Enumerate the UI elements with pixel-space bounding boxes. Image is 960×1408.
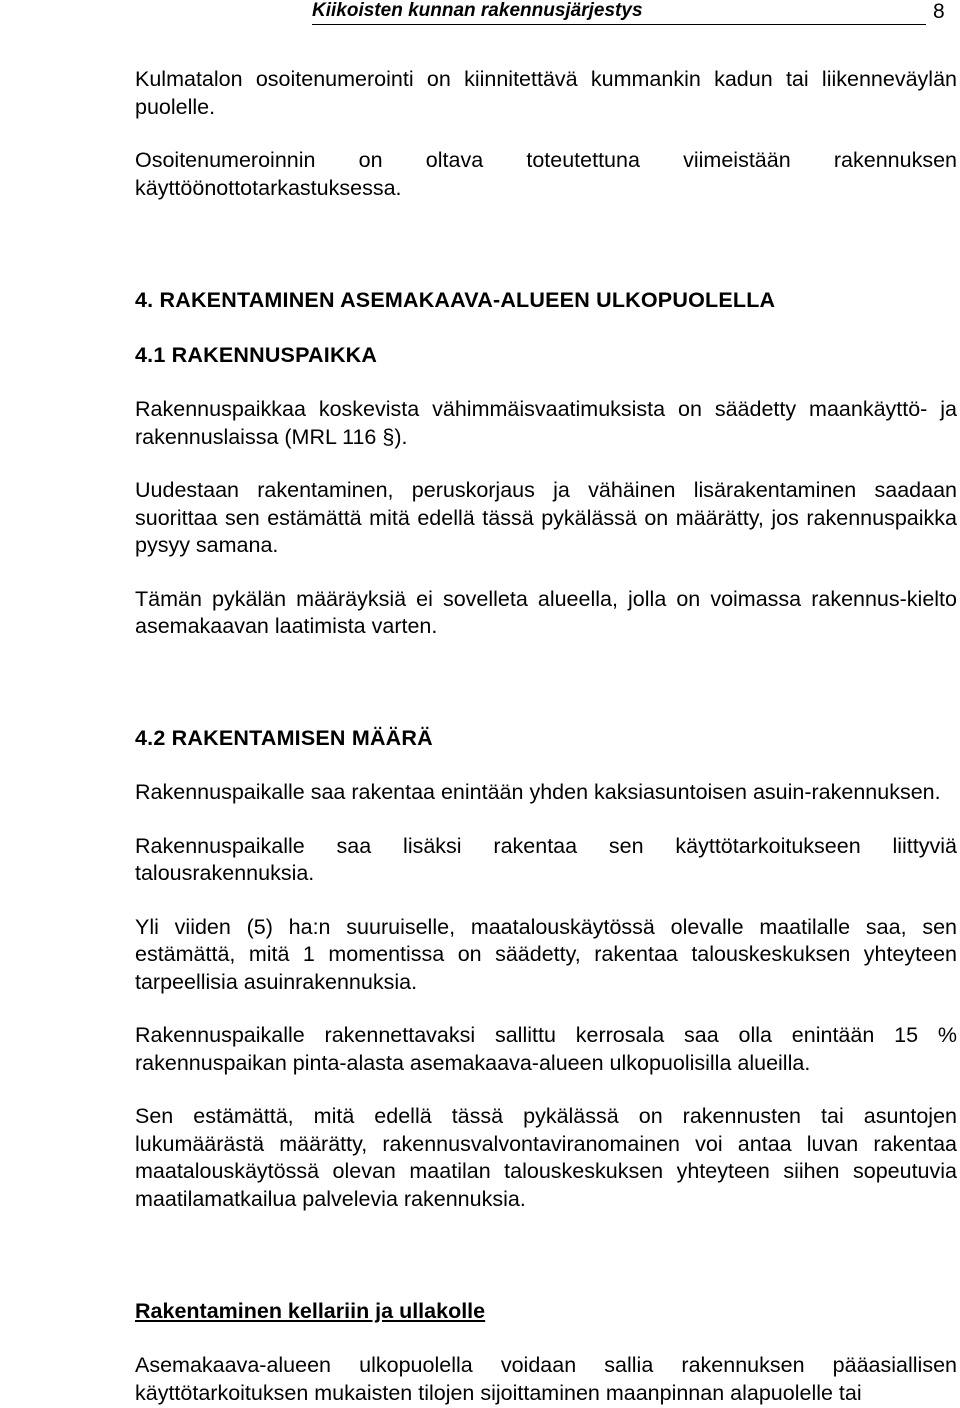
- paragraph: Asemakaava-alueen ulkopuolella voidaan sallia rakennuksen pääasiallisen käyttötarkoituksen mukaisten tilojen sijoittaminen maanpinnan alapuolelle tai: [135, 1353, 957, 1405]
- paragraph: Rakennuspaikalle rakennettavaksi sallittu kerrosala saa olla enintään 15 % rakennuspaikan pinta-alasta asemakaava-alueen ulkopuolisilla alueilla.: [135, 1023, 957, 1075]
- section-heading-4-1: 4.1 RAKENNUSPAIKKA: [135, 343, 378, 367]
- paragraph: Rakennuspaikalle saa rakentaa enintään yhden kaksiasuntoisen asuin-rakennuksen.: [135, 780, 941, 804]
- paragraph: Kulmatalon osoitenumerointi on kiinnitettävä kummankin kadun tai liikenneväylän puolelle.: [135, 67, 957, 119]
- paragraph: Osoitenumeroinnin on oltava toteutettuna viimeistään rakennuksen käyttöönottotarkastuksessa.: [135, 148, 957, 200]
- document-title: Kiikoisten kunnan rakennusjärjestys: [312, 0, 643, 21]
- section-4-2-body: [135, 779, 957, 1213]
- subsection-block: [135, 1297, 957, 1325]
- header-rule: [312, 24, 926, 25]
- section-4-1-body: [135, 396, 957, 641]
- page-number: 8: [933, 0, 945, 23]
- chapter-heading: 4. RAKENTAMINEN ASEMAKAAVA-ALUEEN ULKOPUOLELLA: [135, 288, 776, 312]
- intro-block: [135, 66, 957, 202]
- page-header: [0, 0, 960, 26]
- paragraph: Sen estämättä, mitä edellä tässä pykälässä on rakennusten tai asuntojen lukumäärästä määrätty, rakennusvalvontaviranomainen voi antaa luvan rakentaa maatalouskäytössä olevan maatilan talouskeskuksen yhteyteen siihen sopeutuvia maatilamatkailua palvelevia rakennuksia.: [135, 1104, 957, 1211]
- paragraph: Rakennuspaikkaa koskevista vähimmäisvaatimuksista on säädetty maankäyttö- ja rakennuslaissa (MRL 116 §).: [135, 397, 957, 449]
- section-heading-4-2: 4.2 RAKENTAMISEN MÄÄRÄ: [135, 726, 433, 750]
- subsection-heading: Rakentaminen kellariin ja ullakolle: [135, 1299, 486, 1323]
- paragraph: Rakennuspaikalle saa lisäksi rakentaa sen käyttötarkoitukseen liittyviä talousrakennuksia.: [135, 833, 957, 885]
- subsection-body: [135, 1352, 957, 1407]
- paragraph: Uudestaan rakentaminen, peruskorjaus ja vähäinen lisärakentaminen saadaan suorittaa sen estämättä mitä edellä tässä pykälässä on määrätty, jos rakennuspaikka pysyy samana.: [135, 478, 957, 557]
- paragraph: Tämän pykälän määräyksiä ei sovelleta alueella, jolla on voimassa rakennus-kielto asemakaavan laatimista varten.: [135, 586, 957, 638]
- paragraph: Yli viiden (5) ha:n suuruiselle, maatalouskäytössä olevalle maatilalle saa, sen estämättä, mitä 1 momentissa on säädetty, rakentaa talouskeskuksen yhteyteen tarpeellisia asuinrakennuksia.: [135, 914, 957, 994]
